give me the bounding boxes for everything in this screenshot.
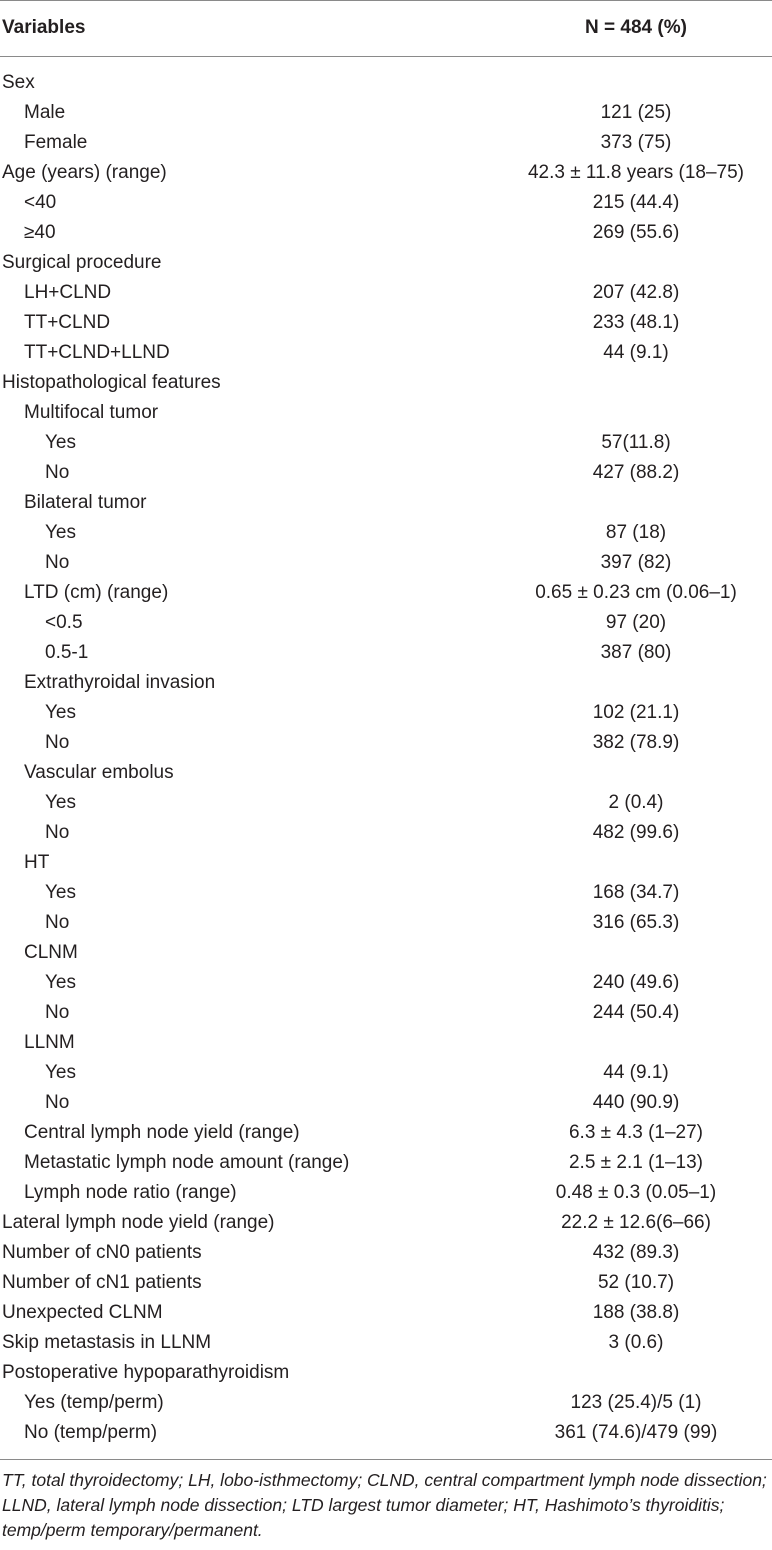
row-label: No: [45, 732, 70, 753]
bottom-rule: [0, 1459, 772, 1460]
row-label: No (temp/perm): [24, 1422, 158, 1443]
row-value: 22.2 ± 12.6(6–66): [561, 1212, 711, 1233]
table-row: [0, 128, 772, 158]
row-value: 188 (38.8): [592, 1302, 680, 1323]
table-row: [0, 68, 772, 98]
table-row: [0, 428, 772, 458]
table-row: [0, 1148, 772, 1178]
table-row: [0, 548, 772, 578]
table-row: [0, 698, 772, 728]
row-label: No: [45, 1002, 70, 1023]
table-row: [0, 338, 772, 368]
row-label: Number of cN1 patients: [2, 1272, 202, 1293]
header-count: N = 484 (%): [585, 17, 687, 38]
row-label: TT+CLND: [24, 312, 111, 333]
row-label: Unexpected CLNM: [2, 1302, 163, 1323]
row-value: 373 (75): [600, 132, 672, 153]
row-label: Surgical procedure: [2, 252, 162, 273]
row-label: Extrathyroidal invasion: [24, 672, 216, 693]
row-value: 382 (78.9): [592, 732, 680, 753]
table-row: [0, 248, 772, 278]
row-value: 168 (34.7): [592, 882, 680, 903]
row-label: Sex: [2, 72, 35, 93]
table-header: [0, 1, 772, 55]
table-row: [0, 398, 772, 428]
table-row: [0, 308, 772, 338]
table-row: [0, 1118, 772, 1148]
row-label: Female: [24, 132, 88, 153]
table-row: [0, 368, 772, 398]
table-row: [0, 1178, 772, 1208]
row-label: CLNM: [24, 942, 78, 963]
table-row: [0, 908, 772, 938]
row-label: Male: [24, 102, 66, 123]
row-label: Bilateral tumor: [24, 492, 147, 513]
row-value: 361 (74.6)/479 (99): [554, 1422, 718, 1443]
table-row: [0, 818, 772, 848]
table-row: [0, 608, 772, 638]
table-row: [0, 758, 772, 788]
row-value: 233 (48.1): [592, 312, 680, 333]
row-label: TT+CLND+LLND: [24, 342, 170, 363]
row-label: No: [45, 552, 70, 573]
row-value: 123 (25.4)/5 (1): [570, 1392, 702, 1413]
table-row: [0, 1418, 772, 1448]
row-label: Yes: [45, 972, 76, 993]
table-row: [0, 1088, 772, 1118]
row-label: HT: [24, 852, 50, 873]
table-row: [0, 158, 772, 188]
row-label: Multifocal tumor: [24, 402, 159, 423]
table-row: [0, 98, 772, 128]
row-value: 215 (44.4): [592, 192, 680, 213]
table-row: [0, 1298, 772, 1328]
row-value: 6.3 ± 4.3 (1–27): [568, 1122, 703, 1143]
row-value: 44 (9.1): [603, 342, 669, 363]
row-label: Skip metastasis in LLNM: [2, 1332, 212, 1353]
row-value: 244 (50.4): [592, 1002, 680, 1023]
table-row: [0, 638, 772, 668]
row-label: Histopathological features: [2, 372, 221, 393]
row-label: Central lymph node yield (range): [24, 1122, 300, 1143]
row-value: 427 (88.2): [592, 462, 680, 483]
header-rule: [0, 56, 772, 57]
row-label: No: [45, 1092, 70, 1113]
table-body: [0, 68, 772, 1448]
table-row: [0, 218, 772, 248]
row-label: Yes: [45, 792, 76, 813]
table-row: [0, 668, 772, 698]
table-footnote: TT, total thyroidectomy; LH, lobo-isthmectomy; CLND, central compartment lymph node dissection; LLND, lateral lymph node dissection; LTD largest tumor diameter; HT, Hashimoto’s thyroiditis; temp/perm temporary/permanent.: [2, 1470, 767, 1540]
row-value: 387 (80): [600, 642, 672, 663]
table-row: [0, 1208, 772, 1238]
row-value: 97 (20): [605, 612, 667, 633]
row-label: LLNM: [24, 1032, 75, 1053]
table-row: [0, 278, 772, 308]
row-label: Lateral lymph node yield (range): [2, 1212, 275, 1233]
table-row: [0, 728, 772, 758]
row-value: 432 (89.3): [592, 1242, 680, 1263]
table-row: [0, 1058, 772, 1088]
row-label: Yes (temp/perm): [24, 1392, 164, 1413]
row-label: <40: [24, 192, 57, 213]
row-value: 2 (0.4): [608, 792, 664, 813]
row-value: 397 (82): [600, 552, 672, 573]
row-value: 44 (9.1): [603, 1062, 669, 1083]
row-label: 0.5-1: [45, 642, 89, 663]
row-label: Yes: [45, 702, 76, 723]
row-value: 207 (42.8): [592, 282, 680, 303]
row-label: Postoperative hypoparathyroidism: [2, 1362, 290, 1383]
row-value: 0.65 ± 0.23 cm (0.06–1): [535, 582, 737, 603]
row-label: LTD (cm) (range): [24, 582, 169, 603]
table-row: [0, 1358, 772, 1388]
row-label: LH+CLND: [24, 282, 112, 303]
table-row: [0, 578, 772, 608]
row-value: 0.48 ± 0.3 (0.05–1): [555, 1182, 717, 1203]
row-label: Yes: [45, 522, 76, 543]
row-value: 240 (49.6): [592, 972, 680, 993]
table-row: [0, 938, 772, 968]
table-row: [0, 788, 772, 818]
row-label: Vascular embolus: [24, 762, 174, 783]
row-value: 42.3 ± 11.8 years (18–75): [527, 162, 745, 183]
table-row: [0, 518, 772, 548]
row-label: Lymph node ratio (range): [24, 1182, 237, 1203]
table-row: [0, 1268, 772, 1298]
table-row: [0, 1388, 772, 1418]
row-value: 2.5 ± 2.1 (1–13): [568, 1152, 703, 1173]
row-value: 102 (21.1): [592, 702, 680, 723]
table-row: [0, 488, 772, 518]
row-label: Number of cN0 patients: [2, 1242, 202, 1263]
table-row: [0, 458, 772, 488]
row-label: No: [45, 462, 70, 483]
row-value: 3 (0.6): [608, 1332, 664, 1353]
row-value: 316 (65.3): [592, 912, 680, 933]
row-value: 57(11.8): [601, 432, 671, 453]
table-row: [0, 878, 772, 908]
row-label: No: [45, 822, 70, 843]
row-label: Yes: [45, 882, 76, 903]
row-value: 440 (90.9): [592, 1092, 680, 1113]
table-row: [0, 1328, 772, 1358]
row-label: Yes: [45, 432, 76, 453]
row-label: <0.5: [45, 612, 83, 633]
table-row: [0, 1238, 772, 1268]
table-row: [0, 848, 772, 878]
table-row: [0, 188, 772, 218]
row-value: 269 (55.6): [592, 222, 680, 243]
table-row: [0, 968, 772, 998]
table-row: [0, 998, 772, 1028]
row-value: 52 (10.7): [597, 1272, 675, 1293]
row-value: 87 (18): [605, 522, 667, 543]
row-label: Yes: [45, 1062, 76, 1083]
row-label: ≥40: [24, 222, 56, 243]
row-value: 121 (25): [600, 102, 672, 123]
row-label: Metastatic lymph node amount (range): [24, 1152, 350, 1173]
table-row: [0, 1028, 772, 1058]
row-value: 482 (99.6): [592, 822, 680, 843]
row-label: Age (years) (range): [2, 162, 167, 183]
header-variables: Variables: [2, 17, 86, 38]
row-label: No: [45, 912, 70, 933]
